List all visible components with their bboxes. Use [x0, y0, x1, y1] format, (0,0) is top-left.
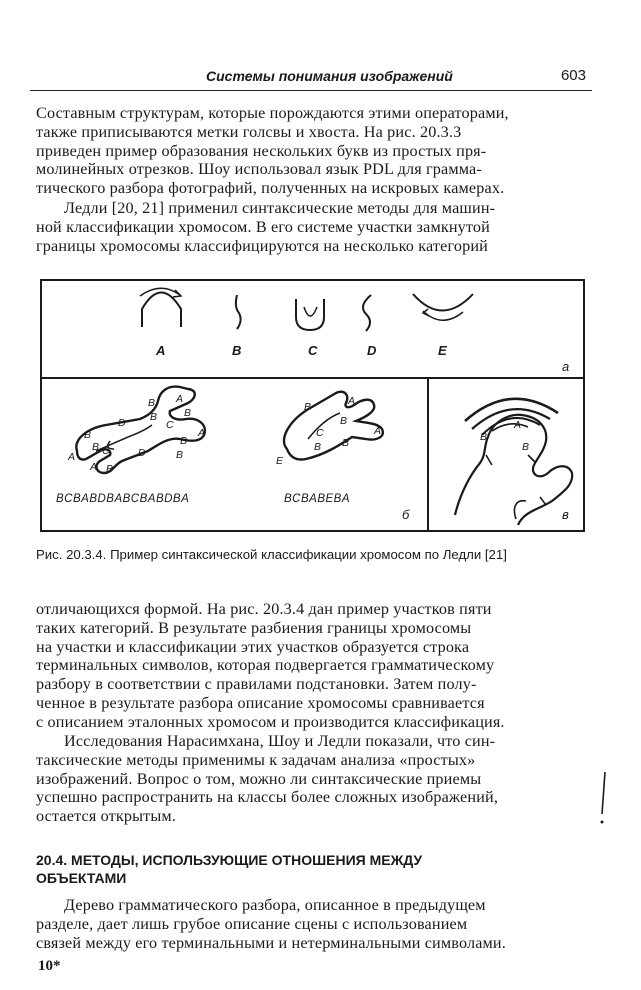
- segment-label: B: [340, 415, 348, 427]
- segment-label: B: [84, 429, 92, 441]
- running-header: [30, 66, 592, 91]
- text-line: на участки и классификации этих участков образуется строка: [36, 637, 470, 656]
- section-heading: [36, 851, 586, 887]
- panel-label-b: б: [402, 507, 410, 522]
- segment-label: B: [480, 431, 488, 443]
- primitive-d-stroke: [363, 295, 371, 331]
- text-line: границы хромосомы классифицируются на несколько категорий: [36, 236, 488, 255]
- paragraph-3: [36, 600, 586, 732]
- figure-20-3-4: [40, 279, 585, 532]
- text-line: разбору в соответствии с правилами подстановки. Затем полу-: [36, 675, 477, 694]
- paragraph-2: [36, 199, 586, 255]
- section-heading-line: ОБЪЕКТАМИ: [36, 870, 127, 886]
- text-line: ченное в результате разбора описание хромосомы сравнивается: [36, 693, 485, 712]
- segment-label: B: [304, 401, 312, 413]
- segment-label: A: [198, 427, 206, 439]
- paragraph-4: [36, 732, 586, 826]
- chromosome-outline-2: [284, 392, 383, 460]
- segment-label: D: [118, 417, 126, 429]
- paragraph-5: [36, 896, 586, 952]
- page-number: 603: [560, 67, 586, 84]
- text-line: также приписываются метки голсвы и хвоста. На рис. 20.3.3: [36, 122, 462, 141]
- signature-mark: 10*: [38, 958, 61, 974]
- text-line: приведен пример образования нескольких букв из простых пря-: [36, 141, 487, 160]
- segment-label: C: [316, 427, 324, 439]
- segment-label: E: [276, 455, 284, 467]
- paragraph-1: [36, 104, 586, 198]
- segment-label: A: [68, 451, 76, 463]
- text-line: успешно распространить на классы более сложных изображений,: [36, 788, 499, 807]
- text-line: таксические методы применимы к задачам анализа «простых»: [36, 750, 476, 769]
- figure-caption: Рис. 20.3.4. Пример синтаксической классификации хромосом по Ледли [21]: [36, 547, 507, 562]
- segment-label: A: [374, 425, 382, 437]
- segment-label: B: [106, 463, 114, 475]
- text-line: молинейных отрезков. Шоу использовал язык PDL для грамма-: [36, 160, 482, 179]
- segment-label: B: [150, 411, 158, 423]
- text-line: отличающихся формой. На рис. 20.3.4 дан пример участков пяти: [36, 600, 492, 618]
- segment-label: B: [314, 441, 322, 453]
- segment-label: B: [176, 449, 184, 461]
- margin-pencil-mark: [599, 770, 609, 830]
- text-line: Дерево грамматического разбора, описанное в предыдущем: [64, 896, 486, 914]
- segment-label: A: [514, 419, 522, 431]
- segment-label: A: [90, 461, 98, 473]
- primitive-label-a: A: [156, 343, 166, 358]
- primitive-label-e: E: [438, 343, 447, 358]
- section-heading-line: 20.4. МЕТОДЫ, ИСПОЛЬЗУЮЩИЕ ОТНОШЕНИЯ МЕЖДУ: [36, 852, 423, 868]
- text-line: Составным структурам, которые порождаются этими операторами,: [36, 104, 509, 122]
- text-line: с описанием эталонных хромосом и производится классификация.: [36, 712, 505, 731]
- string-sequence-1: BCBABDBABCBABDBA: [56, 493, 190, 505]
- primitive-e-bowl: [413, 294, 473, 320]
- text-line: ной классификации хромосом. В его системе участки замкнутой: [36, 217, 490, 236]
- segment-label: B: [184, 407, 192, 419]
- text-line: Исследования Нарасимхана, Шоу и Ледли показали, что син-: [64, 732, 496, 750]
- segment-label: B: [522, 441, 530, 453]
- primitive-label-d: D: [367, 343, 377, 358]
- text-line: Ледли [20, 21] применил синтаксические методы для машин-: [64, 199, 496, 217]
- running-header-title: Системы понимания изображений: [206, 68, 453, 84]
- segment-label: B: [92, 441, 100, 453]
- segment-label: B: [342, 437, 350, 449]
- primitive-c-cup: [296, 299, 324, 330]
- primitive-b-stroke: [236, 295, 241, 329]
- panel-label-c: в: [562, 507, 569, 522]
- text-line: терминальных символов, которая подвергается грамматическому: [36, 656, 495, 675]
- primitive-a-arch: [140, 288, 181, 327]
- text-line: разделе, дает лишь грубое описание сцены с использованием: [36, 914, 468, 933]
- panel-label-a: а: [562, 359, 570, 374]
- segment-label: A: [348, 395, 356, 407]
- text-line: остается открытым.: [36, 807, 177, 826]
- segment-label: B: [180, 435, 188, 447]
- text-line: связей между его терминальными и нетерминальными символами.: [36, 933, 506, 952]
- string-sequence-2: BCBABEBA: [284, 493, 350, 505]
- text-line: изображений. Вопрос о том, можно ли синтаксические приемы: [36, 769, 482, 788]
- text-line: таких категорий. В результате разбиения границы хромосомы: [36, 618, 472, 637]
- segment-label: B: [148, 397, 156, 409]
- primitive-label-c: C: [308, 343, 318, 358]
- chromosome-inner-2: [308, 413, 340, 439]
- segment-label: C: [102, 445, 110, 457]
- primitive-label-b: B: [232, 343, 242, 358]
- segment-label: A: [176, 393, 184, 405]
- text-line: тического разбора фотографий, полученных на искровых камерах.: [36, 179, 505, 198]
- chromosome-photo-shape: [455, 399, 572, 525]
- segment-label: C: [166, 419, 174, 431]
- segment-label: D: [138, 447, 146, 459]
